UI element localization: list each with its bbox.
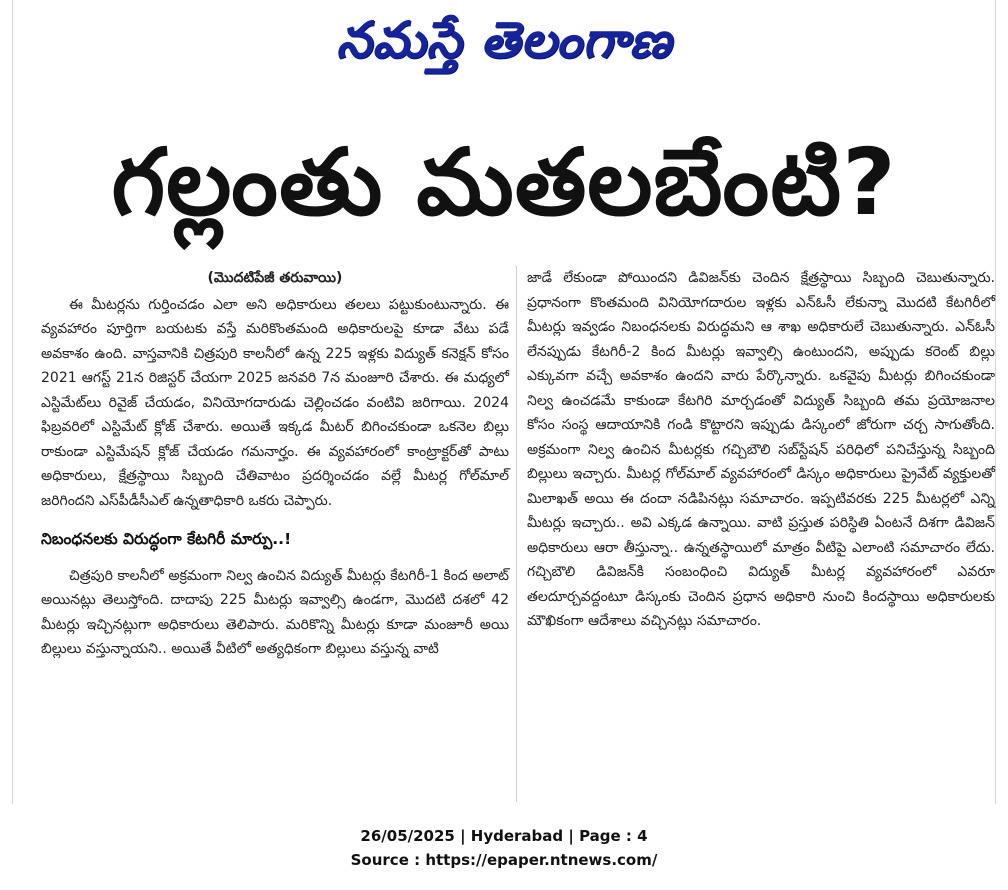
date-city-page-line: 26/05/2025 | Hyderabad | Page : 4 bbox=[360, 827, 648, 845]
column-divider bbox=[516, 266, 517, 802]
left-paragraph-1: ఈ మీటర్లను గుర్తించడం ఎలా అని అధికారులు తలలు పట్టుకుంటున్నారు. ఈ వ్యవహారం పూర్తిగా బయటకు వస్తే మరికొంతమంది అధికారులపై కూడా వేటు పడే అవకాశం ఉంది. వాస్తవానికి చిత్రపురి కాలనీలో ఉన్న 225 ఇళ్లకు విద్యుత్ కనెక్షన్ కోసం 2021 ఆగస్ట్ 21న రిజిస్టర్ చేయగా 2025 జనవరి 7న మంజూరి చేశారు. ఈ మధ్యలో ఎస్టిమేట్‌లు రివైజ్ చేయడం, వినియోగదారుడు చెల్లించడం వంటివి జరిగాయి. 2024 ఫిబ్రవరిలో ఎస్టిమేట్ క్లోజ్ చేశారు. అయితే ఇక్కడ మీటర్ బిగించకుండా ఒకనెల బిల్లు రాకుండా ఎస్టిమేషన్ క్లోజ్ చేయడం గమనార్హం. ఈ వ్యవహారంలో కాంట్రాక్టర్‌తో పాటు అధికారులు, క్షేత్రస్థాయి సిబ్బంది చేతివాటం ప్రదర్శించడం వల్లే మీటర్ల గోల్‌మాల్ జరిగిందని ఎస్‌పీడీసీఎల్ ఉన్నతాధికారి ఒకరు చెప్పారు. bbox=[41, 296, 509, 509]
newspaper-masthead: నమస్తే తెలంగాణ bbox=[336, 10, 672, 69]
source-footer bbox=[0, 824, 1008, 872]
article-subheading: నిబంధనలకు విరుద్ధంగా కేటగిరీ మార్పు..! bbox=[41, 530, 292, 548]
left-paragraph-2: చిత్రపురి కాలనీలో అక్రమంగా నిల్వ ఉంచిన విద్యుత్ మీటర్లు కేటగిరీ-1 కింద అలాట్ అయినట్లు తెలుస్తోంది. దాదాపు 225 మీటర్లు ఇవ్వాల్సి ఉండగా, మొదటి దశలో 42 మీటర్లు ఇచ్చినట్లుగా అధికారులు తెలిపారు. మరికొన్ని మీటర్లు కూడా మంజూరీ అయి బిల్లులు వస్తున్నాయని.. అయితే వీటిలో అత్యధికంగా బిల్లులు వస్తున్న వాటి bbox=[41, 567, 509, 657]
article-headline: గల్లంతు మతలబేంటి? bbox=[111, 129, 897, 236]
continuation-label: (మొదటిపేజీ తరువాయి) bbox=[207, 270, 343, 286]
article-left-column bbox=[41, 266, 509, 662]
source-url-line: Source : https://epaper.ntnews.com/ bbox=[350, 851, 658, 869]
newspaper-clipping bbox=[12, 0, 996, 804]
right-paragraph-1: జాడే లేకుండా పోయిందని డివిజన్‌కు చెందిన క్షేత్రస్థాయి సిబ్బంది చెబుతున్నారు. ప్రధానంగా కొంతమంది వినియోగదారుల ఇళ్లకు ఎన్‌ఓసీ లేకున్నా మొదటి కేటగిరీలో మీటర్లు ఇవ్వడం నిబంధనలకు విరుద్ధమని ఆ శాఖ అధికారులే చెబుతున్నారు. ఎన్‌ఓసీ లేనప్పుడు కేటగిరీ-2 కింద మీటర్లు ఇవ్వాల్సి ఉంటుందని, అప్పుడు కరెంట్ బిల్లు ఎక్కువగా వచ్చే అవకాశం ఉందని వారు పేర్కొన్నారు. ఒకవైపు మీటర్లు బిగించకుండా నిల్వ ఉంచడమే కాకుండా కేటగిరి మార్చడంతో విద్యుత్ సిబ్బంది తమ ప్రయోజనాల కోసం సంస్థ ఆదాయానికి గండి కొట్టారని ఇప్పుడు డిస్కంలో జోరుగా చర్చ సాగుతోంది. అక్రమంగా నిల్వ ఉంచిన మీటర్లకు గచ్చిబౌలి సబ్‌స్టేషన్ పరిధిలో పనిచేస్తున్న సిబ్బంది బిల్లులు ఇచ్చారు. మీటర్ల గోల్‌మాల్ వ్యవహారంలో డిస్కం అధికారులు ప్రైవేట్ వ్యక్తులతో మిలాఖత్ అయి ఈ దందా నడిపినట్లు సమాచారం. ఇప్పటివరకు 225 మీటర్లలో ఎన్ని మీటర్లు ఇచ్చారు.. అవి ఎక్కడ ఉన్నాయి. వాటి ప్రస్తుత పరిస్థితి ఏంటనే దిశగా డివిజన్ అధికారులు ఆరా తీస్తున్నా.. ఉన్నతస్థాయిలో మాత్రం వీటిపై ఎలాంటి సమాచారం లేదు. గచ్చిబౌలి డివిజన్‌కి సంబంధించి విద్యుత్ మీటర్ల వ్యవహారంలో ఎవరూ తలదూర్చవద్దంటూ డిస్కంకు చెందిన ప్రధాన అధికారి నుంచి కిందస్థాయి అధికారులకు మౌఖికంగా ఆదేశాలు వచ్చినట్లు సమాచారం. bbox=[527, 270, 995, 629]
article-right-column bbox=[527, 266, 995, 634]
